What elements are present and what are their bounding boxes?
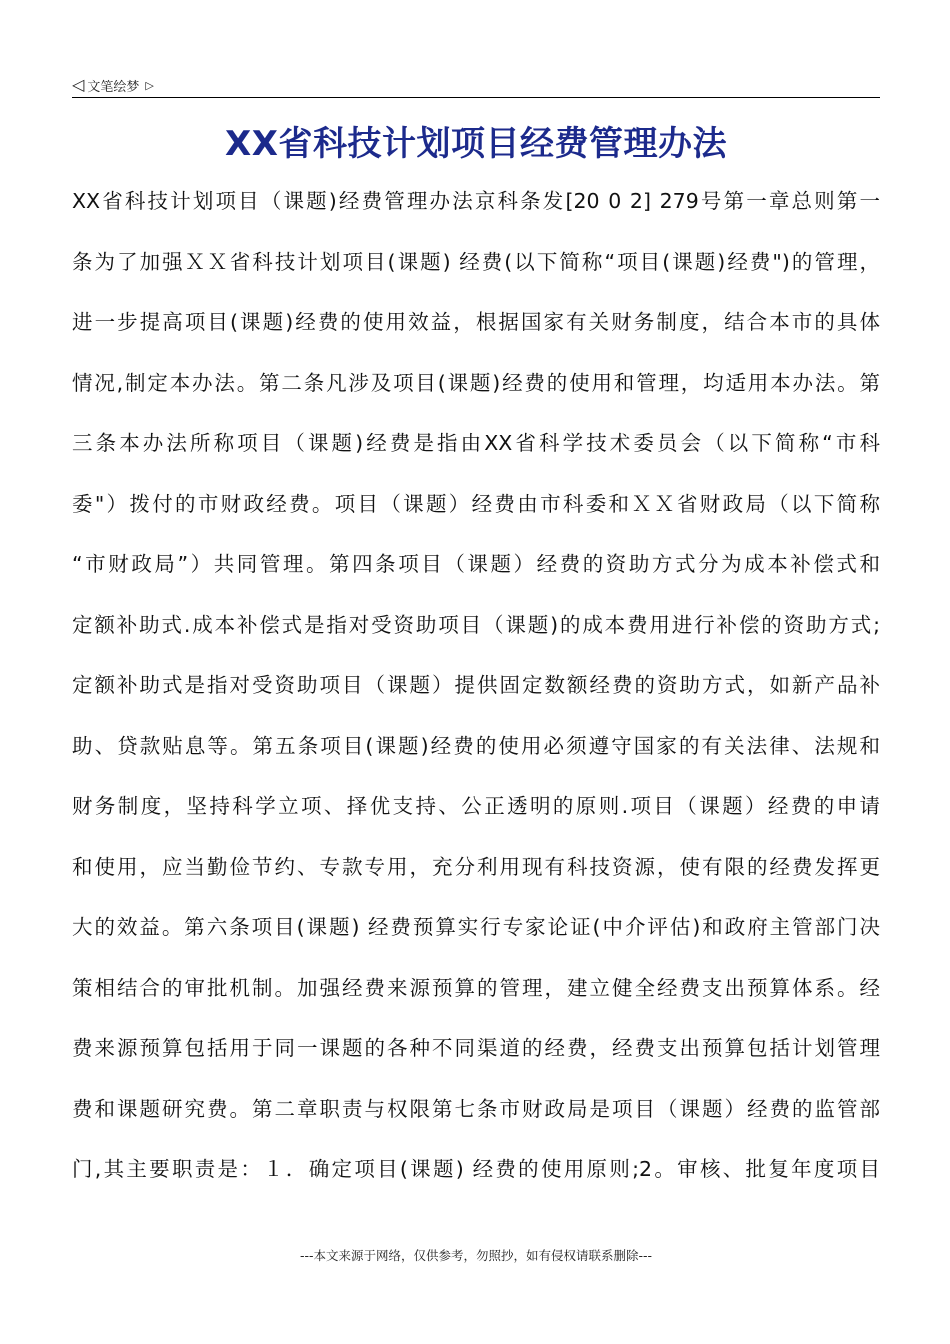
body-line: 费来源预算包括用于同一课题的各种不同渠道的经费，经费支出预算包括计划管理 [72,1036,880,1060]
body-line: 条为了加强ＸＸ省科技计划项目(课题) 经费(以下简称“项目(课题)经费")的管理， [72,249,880,274]
body-line: 策相结合的审批机制。加强经费来源预算的管理，建立健全经费支出预算体系。经 [72,975,880,1000]
body-line: “市财政局”）共同管理。第四条项目（课题）经费的资助方式分为成本补偿式和 [72,552,880,576]
body-line: 大的效益。第六条项目(课题) 经费预算实行专家论证(中介评估)和政府主管部门决 [72,915,880,939]
body-line: 财务制度，坚持科学立项、择优支持、公正透明的原则.项目（课题）经费的申请 [72,794,880,818]
body-line: 情况,制定本办法。第二条凡涉及项目(课题)经费的使用和管理，均适用本办法。第 [72,370,880,395]
document-body [72,185,880,1214]
left-triangle-icon: ◁ [72,75,85,94]
document-title: XX省科技计划项目经费管理办法 [225,124,727,164]
right-triangle-icon: ▷ [145,78,154,92]
body-line: 进一步提高项目(课题)经费的使用效益，根据国家有关财务制度，结合本市的具体 [72,310,880,334]
body-line: 和使用，应当勤俭节约、专款专用，充分利用现有科技资源，使有限的经费发挥更 [72,854,880,879]
document-header [72,74,880,96]
body-line: 门,其主要职责是：１．确定项目(课题) 经费的使用原则;2。审核、批复年度项目 [72,1157,880,1181]
footer-disclaimer: ---本文来源于网络，仅供参考，勿照抄，如有侵权请联系删除--- [299,1248,653,1263]
body-line: 三条本办法所称项目（课题)经费是指由XX省科学技术委员会（以下简称“市科 [72,431,880,455]
header-divider [72,97,880,98]
body-line: XX省科技计划项目（课题)经费管理办法京科条发[20 0 2] 279号第一章总则第一 [72,189,880,213]
body-line: 定额补助式.成本补偿式是指对受资助项目（课题)的成本费用进行补偿的资助方式; [72,612,880,637]
body-line: 委"）拨付的市财政经费。项目（课题）经费由市科委和ＸＸ省财政局（以下简称 [72,491,880,516]
body-line: 助、贷款贴息等。第五条项目(课题)经费的使用必须遵守国家的有关法律、法规和 [72,733,880,758]
brand-name: 文笔绘梦 [87,79,140,95]
body-line: 定额补助式是指对受资助项目（课题）提供固定数额经费的资助方式，如新产品补 [72,673,880,697]
body-line: 费和课题研究费。第二章职责与权限第七条市财政局是项目（课题）经费的监管部 [72,1096,880,1121]
